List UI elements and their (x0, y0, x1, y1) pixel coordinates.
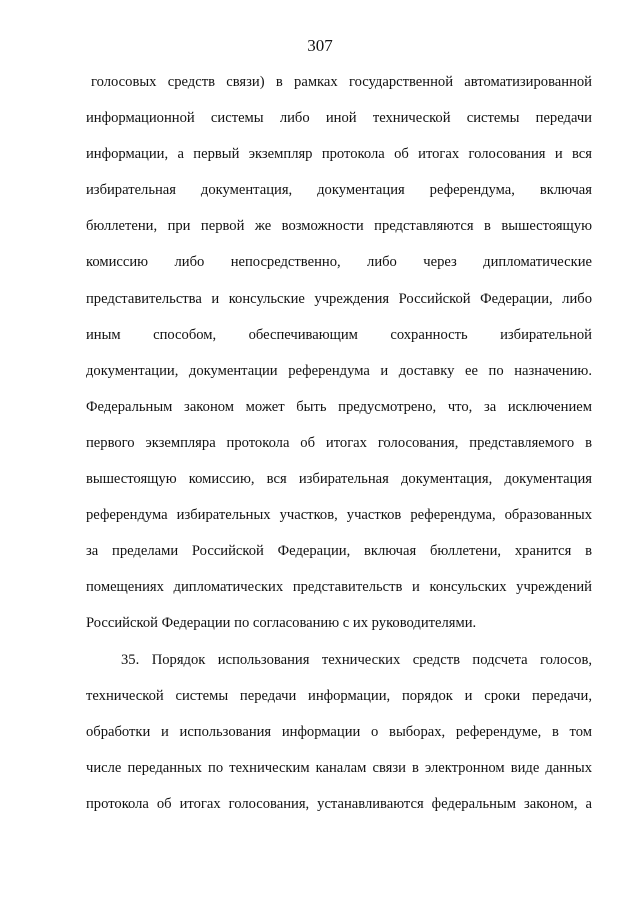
text-line: первого экземпляра протокола об итогах голосования, представляемого в (86, 434, 592, 451)
text-line: документации, документации референдума и доставку ее по назначению. (86, 362, 592, 379)
paragraph-continued (86, 72, 592, 650)
text-line: бюллетени, при первой же возможности представляются в вышестоящую (86, 218, 592, 235)
paragraph-35 (86, 650, 592, 830)
text-line: информации, а первый экземпляр протокола об итогах голосования и вся (86, 146, 592, 163)
body-text (86, 72, 592, 830)
text-line: помещениях дипломатических представительств и консульских учреждений (86, 579, 592, 596)
text-line: представительства и консульские учреждения Российской Федерации, либо (86, 290, 592, 307)
text-line: иным способом, обеспечивающим сохранность избирательной (86, 326, 592, 343)
text-line: Российской Федерации по согласованию с их руководителями. (86, 615, 477, 632)
text-line: технической системы передачи информации, порядок и сроки передачи, (86, 687, 592, 704)
text-line: референдума избирательных участков, участков референдума, образованных (86, 507, 592, 524)
text-line: обработки и использования информации о выборах, референдуме, в том (86, 723, 592, 740)
text-line: комиссию либо непосредственно, либо через дипломатические (86, 254, 592, 271)
text-line: голосовых средств связи) в рамках государственной автоматизированной (91, 74, 592, 90)
text-line: вышестоящую комиссию, вся избирательная документация, документация (86, 471, 592, 488)
text-line: информационной системы либо иной технической системы передачи (86, 110, 592, 127)
page-number: 307 (307, 36, 333, 55)
text-line: за пределами Российской Федерации, включая бюллетени, хранится в (86, 543, 592, 560)
text-line: числе переданных по техническим каналам связи в электронном виде данных (86, 759, 592, 776)
text-line: избирательная документация, документация референдума, включая (86, 182, 592, 199)
text-line: Федеральным законом может быть предусмотрено, что, за исключением (86, 398, 592, 415)
text-line: протокола об итогах голосования, устанавливаются федеральным законом, а (86, 795, 592, 812)
text-line: 35. Порядок использования технических средств подсчета голосов, (121, 651, 592, 668)
